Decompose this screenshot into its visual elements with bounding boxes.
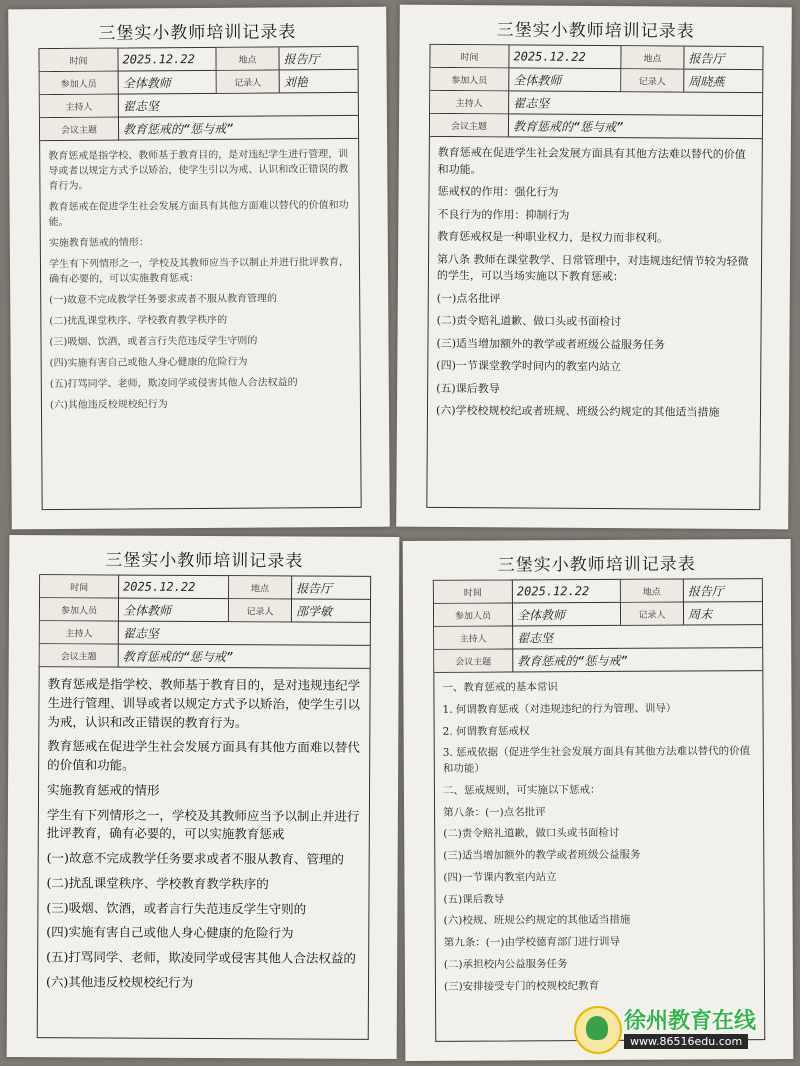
watermark [574,1004,792,1056]
notes-line: 教育惩戒在促进学生社会发展方面具有其他方法难以替代的价值和功能。 [437,145,746,176]
notes-line: (二)责令赔礼道歉、做口头或书面检讨 [436,313,622,329]
record-sheet [396,5,792,530]
table-row [40,621,370,646]
notes-line: 2. 何谓教育惩戒权 [442,724,530,738]
topic-value: 教育惩戒的“惩与戒” [122,121,234,137]
recorder-value: 刘艳 [283,74,308,89]
notes-line: (四)一节课堂教学时间内的教室内站立 [436,358,621,374]
participants-value: 全体教师 [119,71,217,94]
table-row [434,602,762,627]
watermark-logo-icon [574,1006,622,1054]
participants-label: 参加人员 [434,603,513,625]
place-label: 地点 [216,47,279,69]
table-row [434,625,762,650]
notes-line: 实施教育惩戒的情形 [46,781,160,798]
notes-line: 第八条 教师在课堂教学、日常管理中，对违规违纪情节较为轻微的学生，可以当场实施以下教育惩戒： [436,252,749,284]
topic-label: 会议主题 [40,118,119,141]
meeting-notes [40,139,361,509]
notes-line: (二)扰乱课堂秩序、学校教育教学秩序的 [49,314,228,328]
notes-line: 教育惩戒在促进学生社会发展方面具有其他方面难以替代的价值和功能。 [48,199,349,229]
table-row [40,575,370,600]
recorder-label: 记录人 [621,603,684,625]
notes-line: (三)适当增加额外的教学或者班级公益服务 [443,848,641,862]
recorder-label: 记录人 [621,69,684,91]
notes-line: 第九条：(一)由学校德育部门进行训导 [443,935,620,949]
time-label: 时间 [40,575,119,597]
table-row [430,91,762,116]
topic-value: 教育惩戒的“惩与戒” [512,118,624,134]
record-sheet [403,539,794,1061]
time-label: 时间 [430,45,509,68]
recorder-value: 周晓燕 [688,74,725,89]
notes-line: 二、惩戒规则，可实施以下惩戒： [442,783,601,797]
place-label: 地点 [229,576,292,598]
notes-line: 教育惩戒权是一种职业权力，是权力而非权利。 [437,229,669,245]
notes-line: (六)其他违反校规校纪行为 [45,973,194,990]
notes-line: 一、教育惩戒的基本常识 [442,681,558,694]
record-table [433,578,765,1042]
record-sheet [8,7,390,530]
notes-line: (六)校规、班规公约规定的其他适当措施 [443,914,631,928]
notes-line: (三)吸烟、饮酒，或者言行失范违反学生守则的 [49,335,258,349]
sheet-title: 三堡实小教师培训记录表 [105,550,304,572]
notes-line: 3. 惩戒依据（促进学生社会发展方面具有其他方法难以替代的价值和功能） [442,745,751,775]
notes-line: 学生有下列情形之一，学校及其教师应当予以制止并进行批评教育，确有必要的，可以实施教育惩戒： [48,256,350,286]
participants-label: 参加人员 [40,72,119,95]
watermark-url: www.86516edu.com [624,1034,748,1049]
meeting-notes [38,667,370,1039]
notes-line: 1. 何谓教育惩戒（对违规违纪的行为管理、训导） [442,702,677,716]
notes-line: (二)承担校内公益服务任务 [443,957,568,971]
notes-line: 教育惩戒是指学校、教师基于教育目的，是对违规违纪学生进行管理、训导或者以规定方式予以矫治，使学生引以为戒，认识和改正错误的教育行为。 [47,676,361,730]
participants-value: 全体教师 [513,603,621,626]
place-label: 地点 [621,580,684,602]
topic-label: 会议主题 [434,649,513,671]
notes-line: (五)课后教导 [443,892,505,906]
table-row [430,68,762,93]
meeting-notes [434,671,764,1041]
topic-value: 教育惩戒的“惩与戒” [517,653,628,668]
watermark-title: 徐州教育在线 [624,1009,757,1034]
place-value: 报告厅 [283,51,320,66]
topic-value: 教育惩戒的“惩与戒” [122,649,234,664]
notes-line: (五)课后教导 [436,381,500,395]
notes-line: (二)责令赔礼道歉，做口头或书面检讨 [443,827,620,841]
record-sheet [7,535,400,1059]
notes-line: (三)适当增加额外的教学或者班级公益服务任务 [436,336,666,351]
notes-line: (一)故意不完成教学任务要求或者不服从教育、管理的 [46,850,344,867]
time-label: 时间 [39,49,118,72]
notes-line: (六)其他违反校规校纪行为 [49,399,168,412]
sheet-title: 三堡实小教师培训记录表 [497,554,696,576]
record-table [37,574,371,1040]
host-value: 翟志坚 [122,98,159,114]
table-row [40,70,358,95]
sheet-title: 三堡实小教师培训记录表 [496,20,695,42]
topic-label: 会议主题 [430,114,509,137]
sheet-title: 三堡实小教师培训记录表 [98,22,297,44]
time-label: 时间 [434,580,513,602]
notes-line: (一)故意不完成教学任务要求或者不服从教育管理的 [49,293,278,307]
meeting-notes [427,137,762,509]
table-row [430,114,762,139]
table-row [40,93,358,118]
host-value: 翟志坚 [517,630,554,645]
host-label: 主持人 [430,91,509,114]
table-row [430,45,762,70]
notes-line: 学生有下列情形之一，学校及其教师应当予以制止并进行批评教育，确有必要的，可以实施教育惩戒 [46,806,360,842]
host-label: 主持人 [40,621,119,643]
table-row [40,116,358,141]
place-label: 地点 [621,46,684,68]
time-value: 2025.12.22 [509,45,621,68]
host-value: 翟志坚 [122,626,159,641]
recorder-value: 邵学敏 [295,603,333,619]
table-row [39,47,357,72]
record-table [38,46,361,510]
notes-line: 实施教育惩戒的情形： [48,237,149,250]
notes-line: (二)扰乱课堂秩序、学校教育教学秩序的 [46,874,269,892]
host-value: 翟志坚 [513,95,550,111]
record-table [426,44,763,510]
notes-line: (六)学校校规校纪或者班规、班级公约规定的其他适当措施 [435,403,720,419]
host-label: 主持人 [40,95,119,118]
notes-line: (四)实施有害自己或他人身心健康的危险行为 [46,924,294,941]
notes-line: (五)打骂同学、老师，欺凌同学或侵害其他人合法权益的 [46,949,356,966]
recorder-label: 记录人 [229,599,292,621]
notes-line: (四)实施有害自己或他人身心健康的危险行为 [49,356,248,370]
table-row [434,579,762,604]
table-row [434,648,762,673]
notes-line: (五)打骂同学、老师，欺凌同学或侵害其他人合法权益的 [49,377,298,391]
table-row [40,598,370,623]
notes-line: 惩戒权的作用：强化行为 [437,184,559,199]
table-row [40,644,370,669]
notes-line: 教育惩戒在促进学生社会发展方面具有其他方面难以替代的价值和功能。 [47,738,360,773]
notes-line: (一)点名批评 [436,291,501,305]
notes-line: (三)吸烟、饮酒，或者言行失范违反学生守则的 [46,899,307,917]
time-value: 2025.12.22 [118,48,216,71]
notes-line: (三)安排接受专门的校规校纪教育 [443,979,600,993]
topic-label: 会议主题 [40,644,119,666]
time-value: 2025.12.22 [119,576,229,599]
notes-line: 不良行为的作用：抑制行为 [437,207,570,222]
notes-line: 教育惩戒是指学校、教师基于教育目的，是对违纪学生进行管理，训导或者以规定方式予以矫治，使学生引以为戒、认识和改正错误的教育行为。 [48,148,349,193]
recorder-label: 记录人 [217,70,280,92]
place-value: 报告厅 [688,51,725,66]
notes-line: 第八条：(一)点名批评 [443,805,546,819]
recorder-value: 周末 [687,606,713,622]
place-value: 报告厅 [687,583,724,599]
time-value: 2025.12.22 [513,580,621,603]
host-label: 主持人 [434,626,513,648]
participants-value: 全体教师 [509,68,621,91]
participants-value: 全体教师 [119,599,229,622]
participants-label: 参加人员 [40,598,119,620]
participants-label: 参加人员 [430,68,509,91]
place-value: 报告厅 [296,580,333,596]
notes-line: (四)一节课内教室内站立 [443,870,557,884]
